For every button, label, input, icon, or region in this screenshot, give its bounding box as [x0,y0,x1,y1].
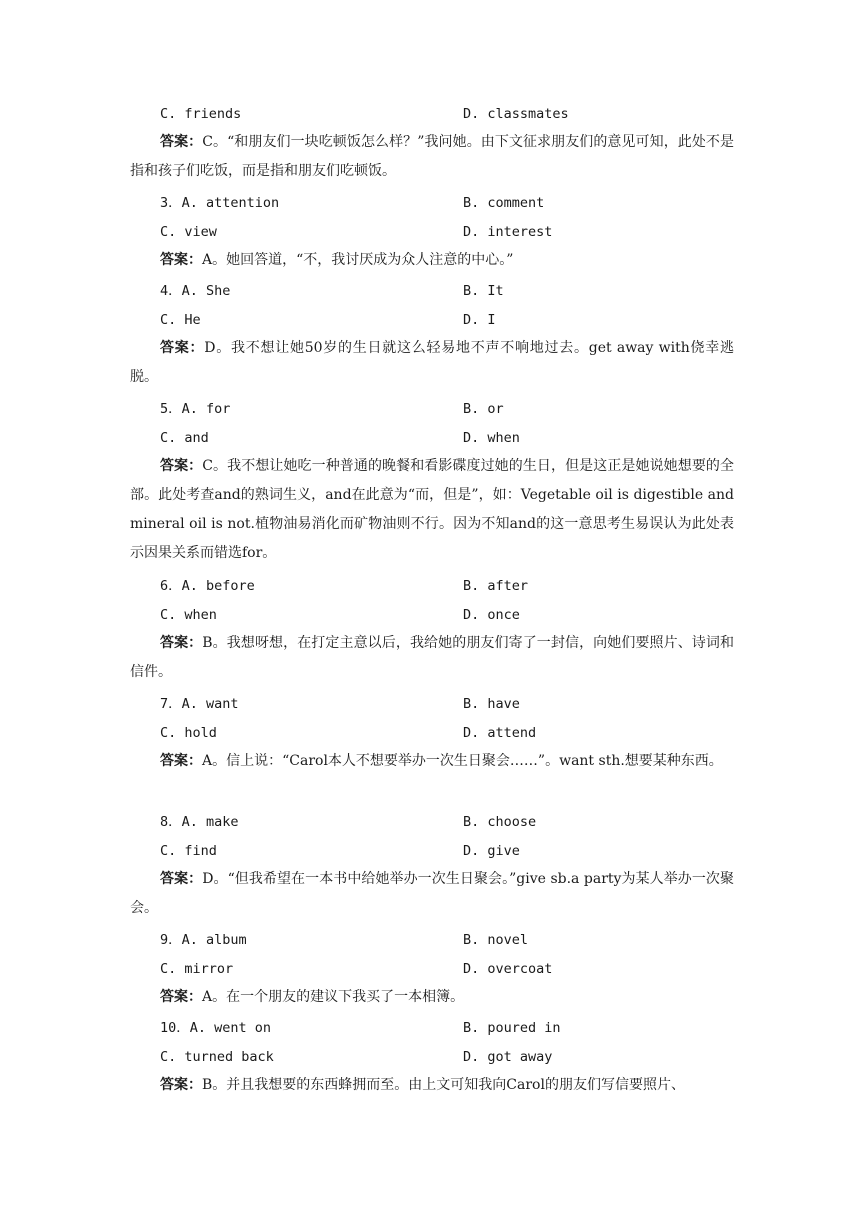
option-b: B. choose [463,814,537,830]
answer-label: 答案： [160,989,202,1005]
option-row [160,811,740,833]
answer-block [130,1071,734,1100]
answer-block [130,983,734,1012]
answer-block [130,334,734,392]
option-c: C. mirror [160,961,234,977]
option-a: 4．A. She [160,283,231,299]
answer-label: 答案： [160,252,202,268]
option-a: 6．A. before [160,578,255,594]
answer-label: 答案： [160,134,203,150]
option-row [160,604,740,626]
option-b: B. novel [463,932,529,948]
option-b: B. comment [463,195,545,211]
option-c: C. and [160,430,209,446]
answer-label: 答案： [160,340,205,356]
option-d: D. overcoat [463,961,553,977]
option-row [160,280,740,302]
option-c: C. hold [160,725,217,741]
option-d: D. give [463,843,520,859]
option-b: B. have [463,696,520,712]
option-row [160,840,740,862]
option-c: C. view [160,224,217,240]
option-a: 7．A. want [160,696,239,712]
option-a: 5．A. for [160,401,231,417]
option-row [160,221,740,243]
answer-block [130,246,734,275]
option-b: B. after [463,578,529,594]
answer-text: D。我不想让她50岁的生日就这么轻易地不声不响地过去。get away with侥幸逃脱。 [130,340,734,385]
answer-label: 答案： [160,753,202,769]
option-b: B. or [463,401,504,417]
option-d: D. attend [463,725,537,741]
answer-block [130,452,734,568]
option-c: C. friends [160,106,242,122]
option-c: C. He [160,312,201,328]
answer-label: 答案： [160,458,203,474]
option-d: D. classmates [463,106,569,122]
option-row [160,929,740,951]
option-c: C. turned back [160,1049,274,1065]
answer-block [130,629,734,687]
option-a: 9．A. album [160,932,247,948]
option-d: D. got away [463,1049,553,1065]
answer-text: D。“但我希望在一本书中给她举办一次生日聚会。”give sb.a party为某人举办一次聚会。 [130,871,734,916]
answer-label: 答案： [160,1077,202,1093]
answer-text: C。我不想让她吃一种普通的晚餐和看影碟度过她的生日，但是这正是她说她想要的全部。此处考查and的熟词生义，and在此意为“而，但是”，如：Vegetable oil is digestible and mineral oil is not.植物油易消化而矿物油则不行。因为不知and的这一意思考生易误认为此处表示因果关系而错选for。 [130,458,734,561]
option-d: D. interest [463,224,553,240]
answer-text: B。我想呀想，在打定主意以后，我给她的朋友们寄了一封信，向她们要照片、诗词和信件。 [130,635,734,680]
option-a: 3．A. attention [160,195,280,211]
answer-label: 答案： [160,635,203,651]
answer-block [130,128,734,186]
answer-text: B。并且我想要的东西蜂拥而至。由上文可知我向Carol的朋友们写信要照片、 [202,1077,685,1093]
answer-text: A。信上说：“Carol本人不想要举办一次生日聚会……”。want sth.想要某种东西。 [202,753,723,769]
option-a: 8．A. make [160,814,239,830]
answer-block [130,865,734,923]
option-row [160,1046,740,1068]
option-row [160,103,740,125]
option-d: D. when [463,430,520,446]
answer-text: A。她回答道，“不，我讨厌成为众人注意的中心。” [202,252,514,268]
option-b: B. poured in [463,1020,561,1036]
option-row [160,575,740,597]
option-c: C. when [160,607,217,623]
option-d: D. once [463,607,520,623]
option-row [160,398,740,420]
option-row [160,1017,740,1039]
option-c: C. find [160,843,217,859]
option-row [160,427,740,449]
option-row [160,192,740,214]
option-row [160,309,740,331]
answer-text: C。“和朋友们一块吃顿饭怎么样？”我问她。由下文征求朋友们的意见可知，此处不是指和孩子们吃饭，而是指和朋友们吃顿饭。 [130,134,734,179]
option-b: B. It [463,283,504,299]
answer-text: A。在一个朋友的建议下我买了一本相簿。 [202,989,465,1005]
answer-block [130,747,734,776]
option-row [160,722,740,744]
option-a: 10．A. went on [160,1020,272,1036]
option-row [160,958,740,980]
answer-label: 答案： [160,871,203,887]
option-row [160,693,740,715]
option-d: D. I [463,312,496,328]
